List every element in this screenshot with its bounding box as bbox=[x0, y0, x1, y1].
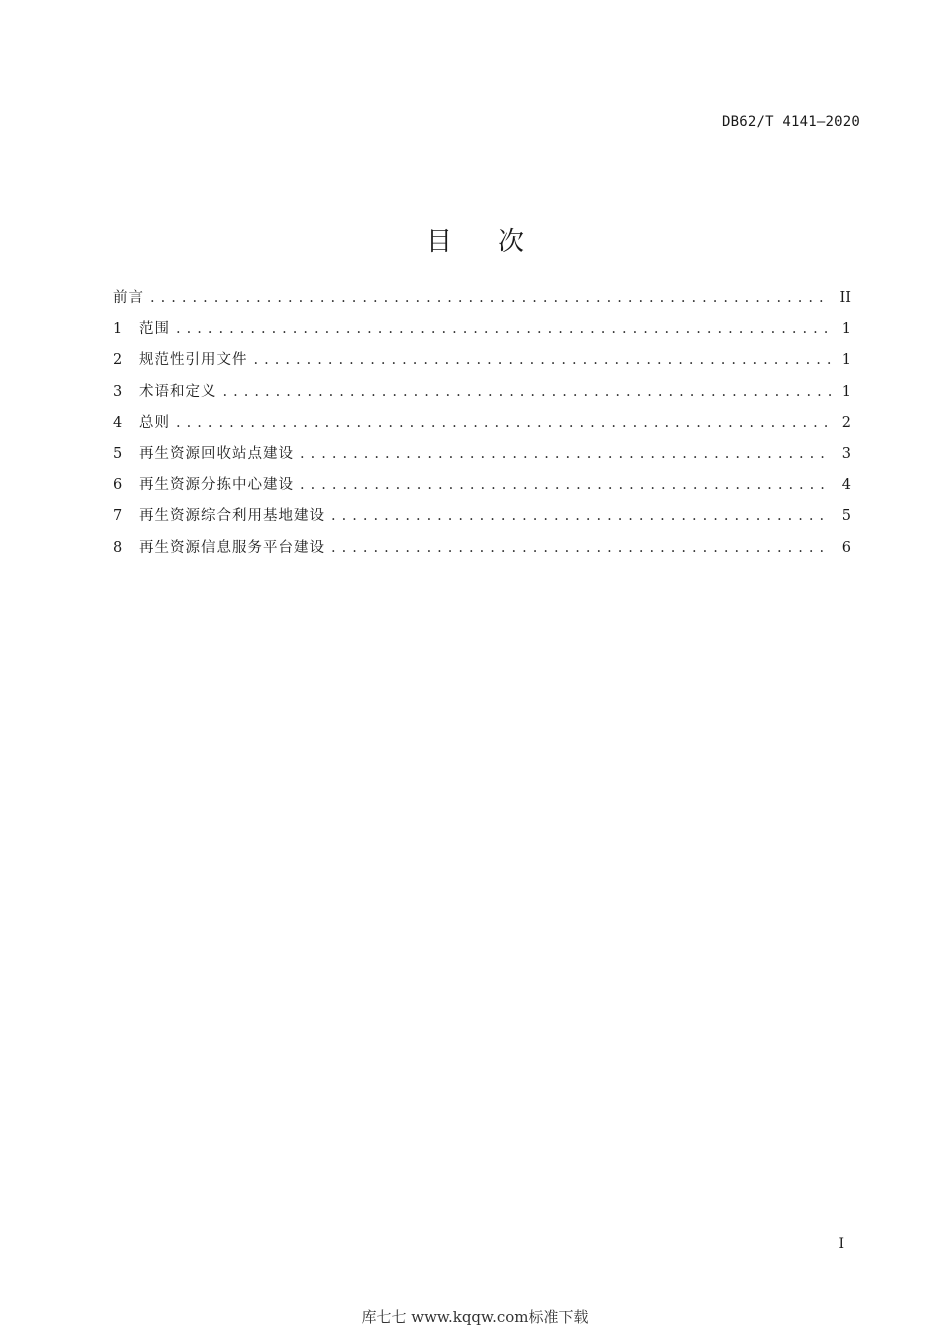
toc-entry-scope[interactable] bbox=[113, 316, 851, 347]
toc-entry-label: 前言 bbox=[113, 290, 144, 306]
toc-dot-leader bbox=[223, 379, 832, 405]
toc-entry-page: 1 bbox=[841, 352, 851, 369]
toc-entry-normative-references[interactable] bbox=[113, 347, 851, 378]
toc-entry-number: 8 bbox=[113, 539, 123, 556]
toc-entry-label: 再生资源分拣中心建设 bbox=[139, 477, 294, 494]
toc-dot-leader bbox=[331, 503, 831, 529]
toc-entry-page: 4 bbox=[841, 477, 851, 494]
toc-entry-page: 2 bbox=[841, 414, 851, 431]
toc-dot-leader bbox=[300, 472, 831, 498]
toc-entry-label: 再生资源综合利用基地建设 bbox=[139, 508, 325, 525]
toc-dot-leader bbox=[254, 347, 832, 373]
toc-entry-general[interactable] bbox=[113, 410, 851, 441]
toc-entry-page: 5 bbox=[841, 508, 851, 525]
toc-entry-number: 6 bbox=[113, 477, 123, 494]
toc-entry-page: 1 bbox=[841, 383, 851, 400]
toc-entry-label: 术语和定义 bbox=[139, 383, 217, 400]
toc-entry-number: 4 bbox=[113, 414, 123, 431]
toc-dot-leader bbox=[150, 285, 831, 311]
toc-dot-leader bbox=[300, 441, 831, 467]
toc-dot-leader bbox=[331, 535, 831, 561]
toc-dot-leader bbox=[176, 316, 831, 342]
toc-entry-page: 6 bbox=[841, 539, 851, 556]
toc-entry-page: 3 bbox=[841, 445, 851, 462]
toc-dot-leader bbox=[176, 410, 831, 436]
toc-entry-number: 7 bbox=[113, 508, 123, 525]
toc-entry-label: 再生资源信息服务平台建设 bbox=[139, 539, 325, 556]
toc-entry-number: 5 bbox=[113, 445, 123, 462]
toc-entry-foreword[interactable] bbox=[113, 285, 851, 316]
toc-entry-page: II bbox=[839, 290, 851, 306]
toc-entry-recycling-stations[interactable] bbox=[113, 441, 851, 472]
document-code: DB62/T 4141—2020 bbox=[721, 114, 860, 130]
page-number: I bbox=[838, 1236, 844, 1252]
toc-entry-terms-definitions[interactable] bbox=[113, 379, 851, 410]
table-of-contents bbox=[113, 285, 851, 566]
toc-entry-label: 范围 bbox=[139, 321, 170, 338]
toc-entry-label: 再生资源回收站点建设 bbox=[139, 445, 294, 462]
toc-entry-utilization-bases[interactable] bbox=[113, 503, 851, 534]
toc-entry-number: 3 bbox=[113, 383, 123, 400]
toc-entry-label: 总则 bbox=[139, 414, 170, 431]
toc-entry-number: 2 bbox=[113, 352, 123, 369]
toc-entry-sorting-centers[interactable] bbox=[113, 472, 851, 503]
toc-entry-page: 1 bbox=[841, 321, 851, 338]
page-title: 目次 bbox=[425, 227, 570, 258]
footer-watermark: 库七七 www.kqqw.com标准下载 bbox=[361, 1308, 589, 1326]
toc-entry-info-platform[interactable] bbox=[113, 535, 851, 566]
toc-entry-label: 规范性引用文件 bbox=[139, 352, 248, 369]
toc-entry-number: 1 bbox=[113, 321, 123, 338]
